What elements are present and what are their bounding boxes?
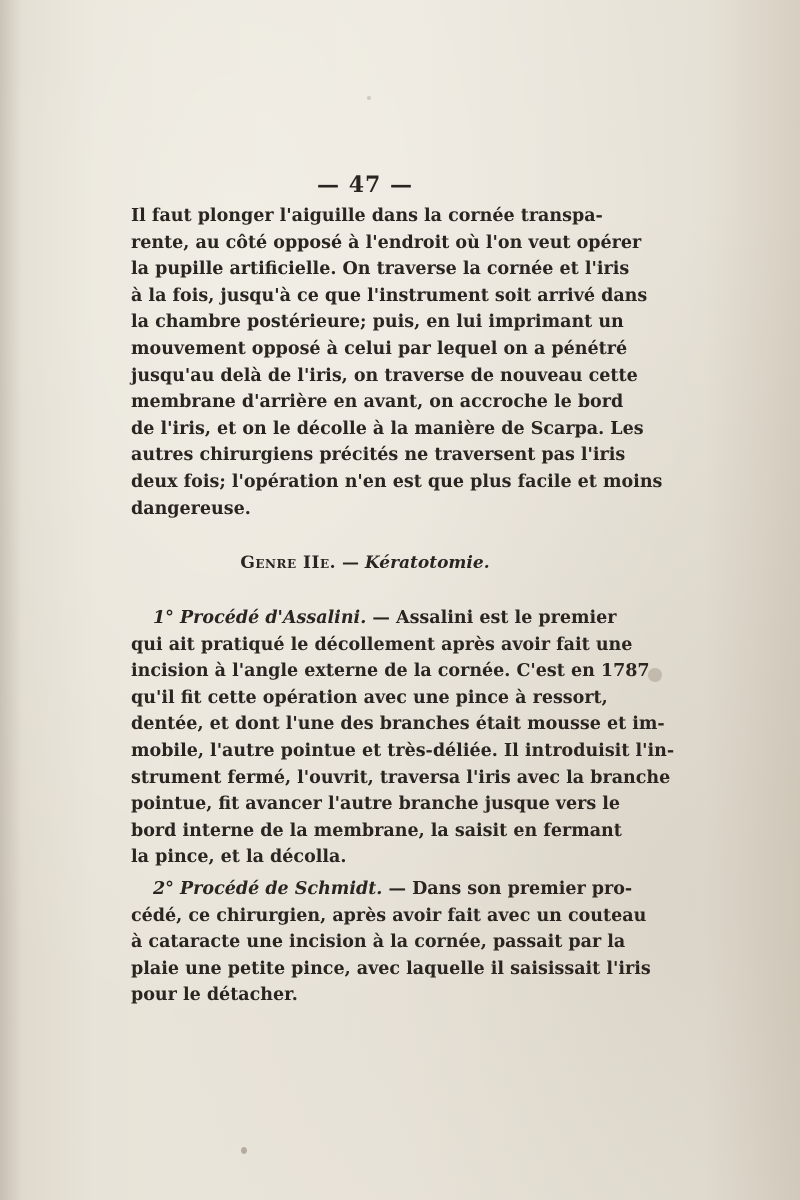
text-line: [131, 876, 633, 903]
heading-title: Kératotomie.: [364, 553, 490, 573]
paragraph-schmidt: [131, 876, 651, 1009]
paragraph-aiguille: [131, 203, 663, 522]
text-line: plaie une petite pince, avec laquelle il saisissait l'iris: [131, 958, 651, 979]
foxing-spot: [367, 96, 371, 100]
text-line: mouvement opposé à celui par lequel on a pénétré: [131, 338, 628, 359]
text-line: rente, au côté opposé à l'endroit où l'on veut opérer: [131, 232, 642, 253]
text-line: Il faut plonger l'aiguille dans la cornée transpa-: [131, 206, 603, 226]
text-line: dangereuse.: [131, 498, 251, 519]
foxing-spot: [648, 668, 662, 682]
text-line: strument fermé, l'ouvrit, traversa l'iris avec la branche: [131, 767, 671, 788]
text-line: cédé, ce chirurgien, après avoir fait avec un couteau: [131, 905, 647, 926]
paragraph-assalini: [131, 605, 675, 871]
foxing-spot: [241, 1147, 247, 1154]
procedure-label: 1° Procédé d'Assalini.: [153, 608, 367, 628]
text-line: jusqu'au delà de l'iris, on traverse de nouveau cette: [131, 365, 638, 386]
text-line: dentée, et dont l'une des branches était mousse et im-: [131, 714, 665, 735]
text-line: mobile, l'autre pointue et très-déliée. Il introduisit l'in-: [131, 740, 675, 761]
text-line: à cataracte une incision à la cornée, passait par la: [131, 932, 626, 953]
page-number: — 47 —: [317, 172, 413, 198]
text-line: la chambre postérieure; puis, en lui imprimant un: [131, 312, 624, 333]
section-heading: [0, 553, 730, 573]
text-line: bord interne de la membrane, la saisit en fermant: [131, 820, 622, 841]
text-line: de l'iris, et on le décolle à la manière de Scarpa. Les: [131, 418, 644, 439]
text-line: qui ait pratiqué le décollement après avoir fait une: [131, 634, 633, 655]
text-line: pointue, fit avancer l'autre branche jusque vers le: [131, 794, 621, 815]
text-line: à la fois, jusqu'à ce que l'instrument soit arrivé dans: [131, 285, 648, 306]
text-line: membrane d'arrière en avant, on accroche le bord: [131, 392, 624, 413]
text-line: la pupille artificielle. On traverse la cornée et l'iris: [131, 259, 630, 280]
text-line: la pince, et la décolla.: [131, 847, 347, 868]
text-line: [131, 605, 617, 632]
text-run: — Assalini est le premier: [372, 608, 617, 628]
text-line: autres chirurgiens précités ne traversent pas l'iris: [131, 445, 626, 466]
text-line: qu'il fit cette opération avec une pince à ressort,: [131, 687, 608, 708]
text-line: deux fois; l'opération n'en est que plus facile et moins: [131, 471, 663, 492]
heading-genre: Genre IIe.: [240, 553, 337, 573]
text-line: pour le détacher.: [131, 985, 298, 1006]
procedure-label: 2° Procédé de Schmidt.: [153, 879, 383, 899]
heading-dash: —: [341, 553, 359, 573]
text-line: incision à l'angle externe de la cornée. C'est en 1787: [131, 661, 650, 682]
text-run: — Dans son premier pro-: [388, 879, 633, 899]
